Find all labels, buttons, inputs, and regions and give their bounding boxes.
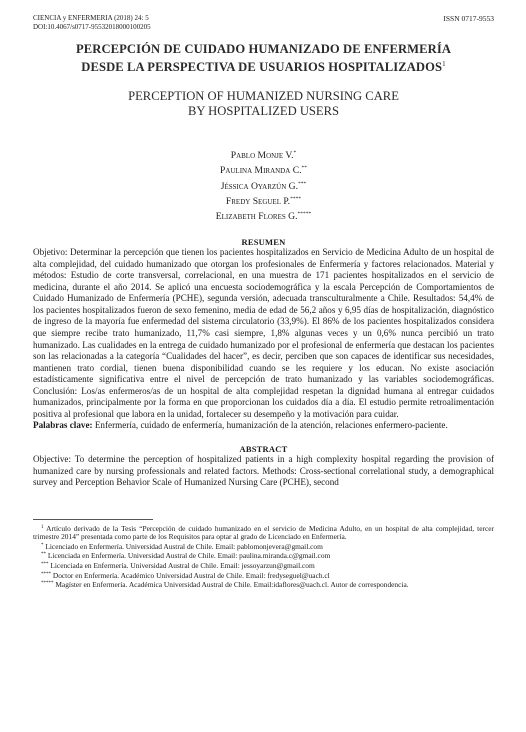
footnote-mark: **** <box>41 571 51 577</box>
journal-citation: CIENCIA y ENFERMERIA (2018) 24: 5 <box>33 14 149 22</box>
author-list <box>33 147 494 223</box>
author <box>33 147 494 162</box>
author-mark: ** <box>301 165 307 172</box>
footnote-text: Artículo derivado de la Tesis “Percepción de cuidado humanizado en el servicio de Medicina Adulto, en un hospital de alta complejidad, tercer trimestre 2014” presentada como parte de los Requisitos para optar al grado de Licenciado en Enfermería. <box>33 523 494 542</box>
author-mark: **** <box>290 195 302 202</box>
footnote-author <box>33 561 494 571</box>
resumen-text: Objetivo: Determinar la percepción que tienen los pacientes hospitalizados en Servicio de Medicina Adulto de un hospital de alta complejidad, del cuidado humanizado que otorgan los profesionales de Enfermería y factores relacionados. Material y métodos: Estudio de corte transversal, correlacional, en una muestra de 171 pacientes hospitalizados en el servicio de medicina, durante el año 2014. Se aplicó una encuesta sociodemográfica y la escala Percepción de Comportamientos de Cuidado Humanizado de Enfermería (PCHE), segunda versión, adecuada transculturalmente a Chile. Resultados: 54,4% de los pacientes hospitalizados fueron de sexo femenino, media de edad de 56,2 años y 6,95 días de hospitalización, diagnóstico de ingreso de la mayoría fue enfermedad del sistema circulatorio (33,9%). El 86% de los pacientes hospitalizados considera que siempre recibe trato humanizado, 11,7% casi siempre, 1,8% algunas veces y un 0,6% nunca percibió un trato humanizado. Las cualidades en la entrega de cuidado humanizado por el profesional de enfermería que destacan los pacientes son las relacionadas a la categoría “Cualidades del hacer”, es decir, perciben que son capaces de identificar sus necesidades, mantienen trato cordial, tienen buena disponibilidad cuando se les requiere y los educan. No existe asociación estadísticamente significativa entre el nivel de percepción de trato humanizado y las variables sociodemográficas. Conclusión: Los/as enfermeros/as de un hospital de alta complejidad respetan la dignidad humana al entregar cuidados humanizados, principalmente por la forma en que proporcionan los cuidados día a día. El estudio permite retroalimentación positiva al profesional que labora en la unidad, fortalecer su desempeño y la motivación para cuidar. <box>33 247 494 419</box>
author <box>33 193 494 208</box>
author <box>33 162 494 177</box>
author-mark: ***** <box>297 211 312 217</box>
footnote-text: Licenciado en Enfermería. Universidad Austral de Chile. Email: pablomonjevera@gmail.com <box>45 541 323 551</box>
keywords-label: Palabras clave: <box>33 420 93 431</box>
footnote-mark: *** <box>41 561 49 567</box>
footnote-text: Licenciada en Enfermería. Universidad Austral de Chile. Email: paulina.miranda.c@gmail.com <box>47 551 331 561</box>
footnote-text: Magíster en Enfermería. Académica Universidad Austral de Chile. Email:idaflores@uach.cl. Autor de correspondencia. <box>55 580 409 590</box>
running-header <box>33 0 494 32</box>
author-name: Pablo Monje V. <box>230 150 294 162</box>
title-spanish-line-2-text: DESDE LA PERSPECTIVA DE USUARIOS HOSPITALIZADOS <box>81 60 443 75</box>
resumen-heading: RESUMEN <box>241 237 286 248</box>
title-english-line-1: PERCEPTION OF HUMANIZED NURSING CARE <box>128 89 399 104</box>
journal-info <box>33 14 151 32</box>
keywords-text: Enfermería, cuidado de enfermería, humanización de la atención, relaciones enfermero-paciente. <box>92 420 448 431</box>
footnote-mark: ** <box>41 552 46 558</box>
title-spanish <box>33 42 494 75</box>
footnote-mark: 1 <box>41 524 44 530</box>
title-footnote-mark: 1 <box>442 60 446 68</box>
issn: ISSN 0717-9553 <box>443 14 494 23</box>
footnote-text: Licenciada en Enfermería. Universidad Austral de Chile. Email: jessoyarzun@gmail.com <box>50 560 315 570</box>
author-name: Fredy Seguel P. <box>225 195 291 207</box>
footnote-text: Doctor en Enfermería. Académico Universidad Austral de Chile. Email: fredyseguel@uach.cl <box>52 570 330 580</box>
author <box>33 208 494 223</box>
author-mark: *** <box>298 180 307 187</box>
doi: DOI:10.4067/s0717-95532018000100205 <box>33 23 151 31</box>
author-name: Elizabeth Flores G. <box>215 211 298 222</box>
author <box>33 178 494 193</box>
footnote-author <box>33 580 494 590</box>
title-english-line-2: BY HOSPITALIZED USERS <box>187 104 340 119</box>
footnote-author <box>33 571 494 581</box>
title-spanish-line-2 <box>33 57 494 75</box>
title-english <box>33 89 494 119</box>
abstract-heading: ABSTRACT <box>239 443 288 454</box>
footnote-divider <box>33 519 153 520</box>
footnote-author <box>33 542 494 552</box>
author-name: Paulina Miranda C. <box>219 165 302 177</box>
footnotes <box>33 524 494 590</box>
footnote-mark: * <box>41 542 44 548</box>
author-name: Jéssica Oyarzún G. <box>220 180 299 192</box>
footnote-mark: ***** <box>41 581 54 587</box>
keywords <box>33 420 494 432</box>
footnote-author <box>33 551 494 561</box>
abstract-text: Objective: To determine the perception of hospitalized patients in a high complexity hospital regarding the provision of humanized care by nursing professionals and related factors. Methods: Cross-sectional correlational study, a demographical survey and Perception Behavior Scale of Humanized Nursing Care (PCHE), second <box>33 453 494 488</box>
footnote-1 <box>33 524 494 542</box>
title-spanish-line-1: PERCEPCIÓN DE CUIDADO HUMANIZADO DE ENFERMERÍA <box>75 42 452 56</box>
author-mark: * <box>293 150 297 157</box>
